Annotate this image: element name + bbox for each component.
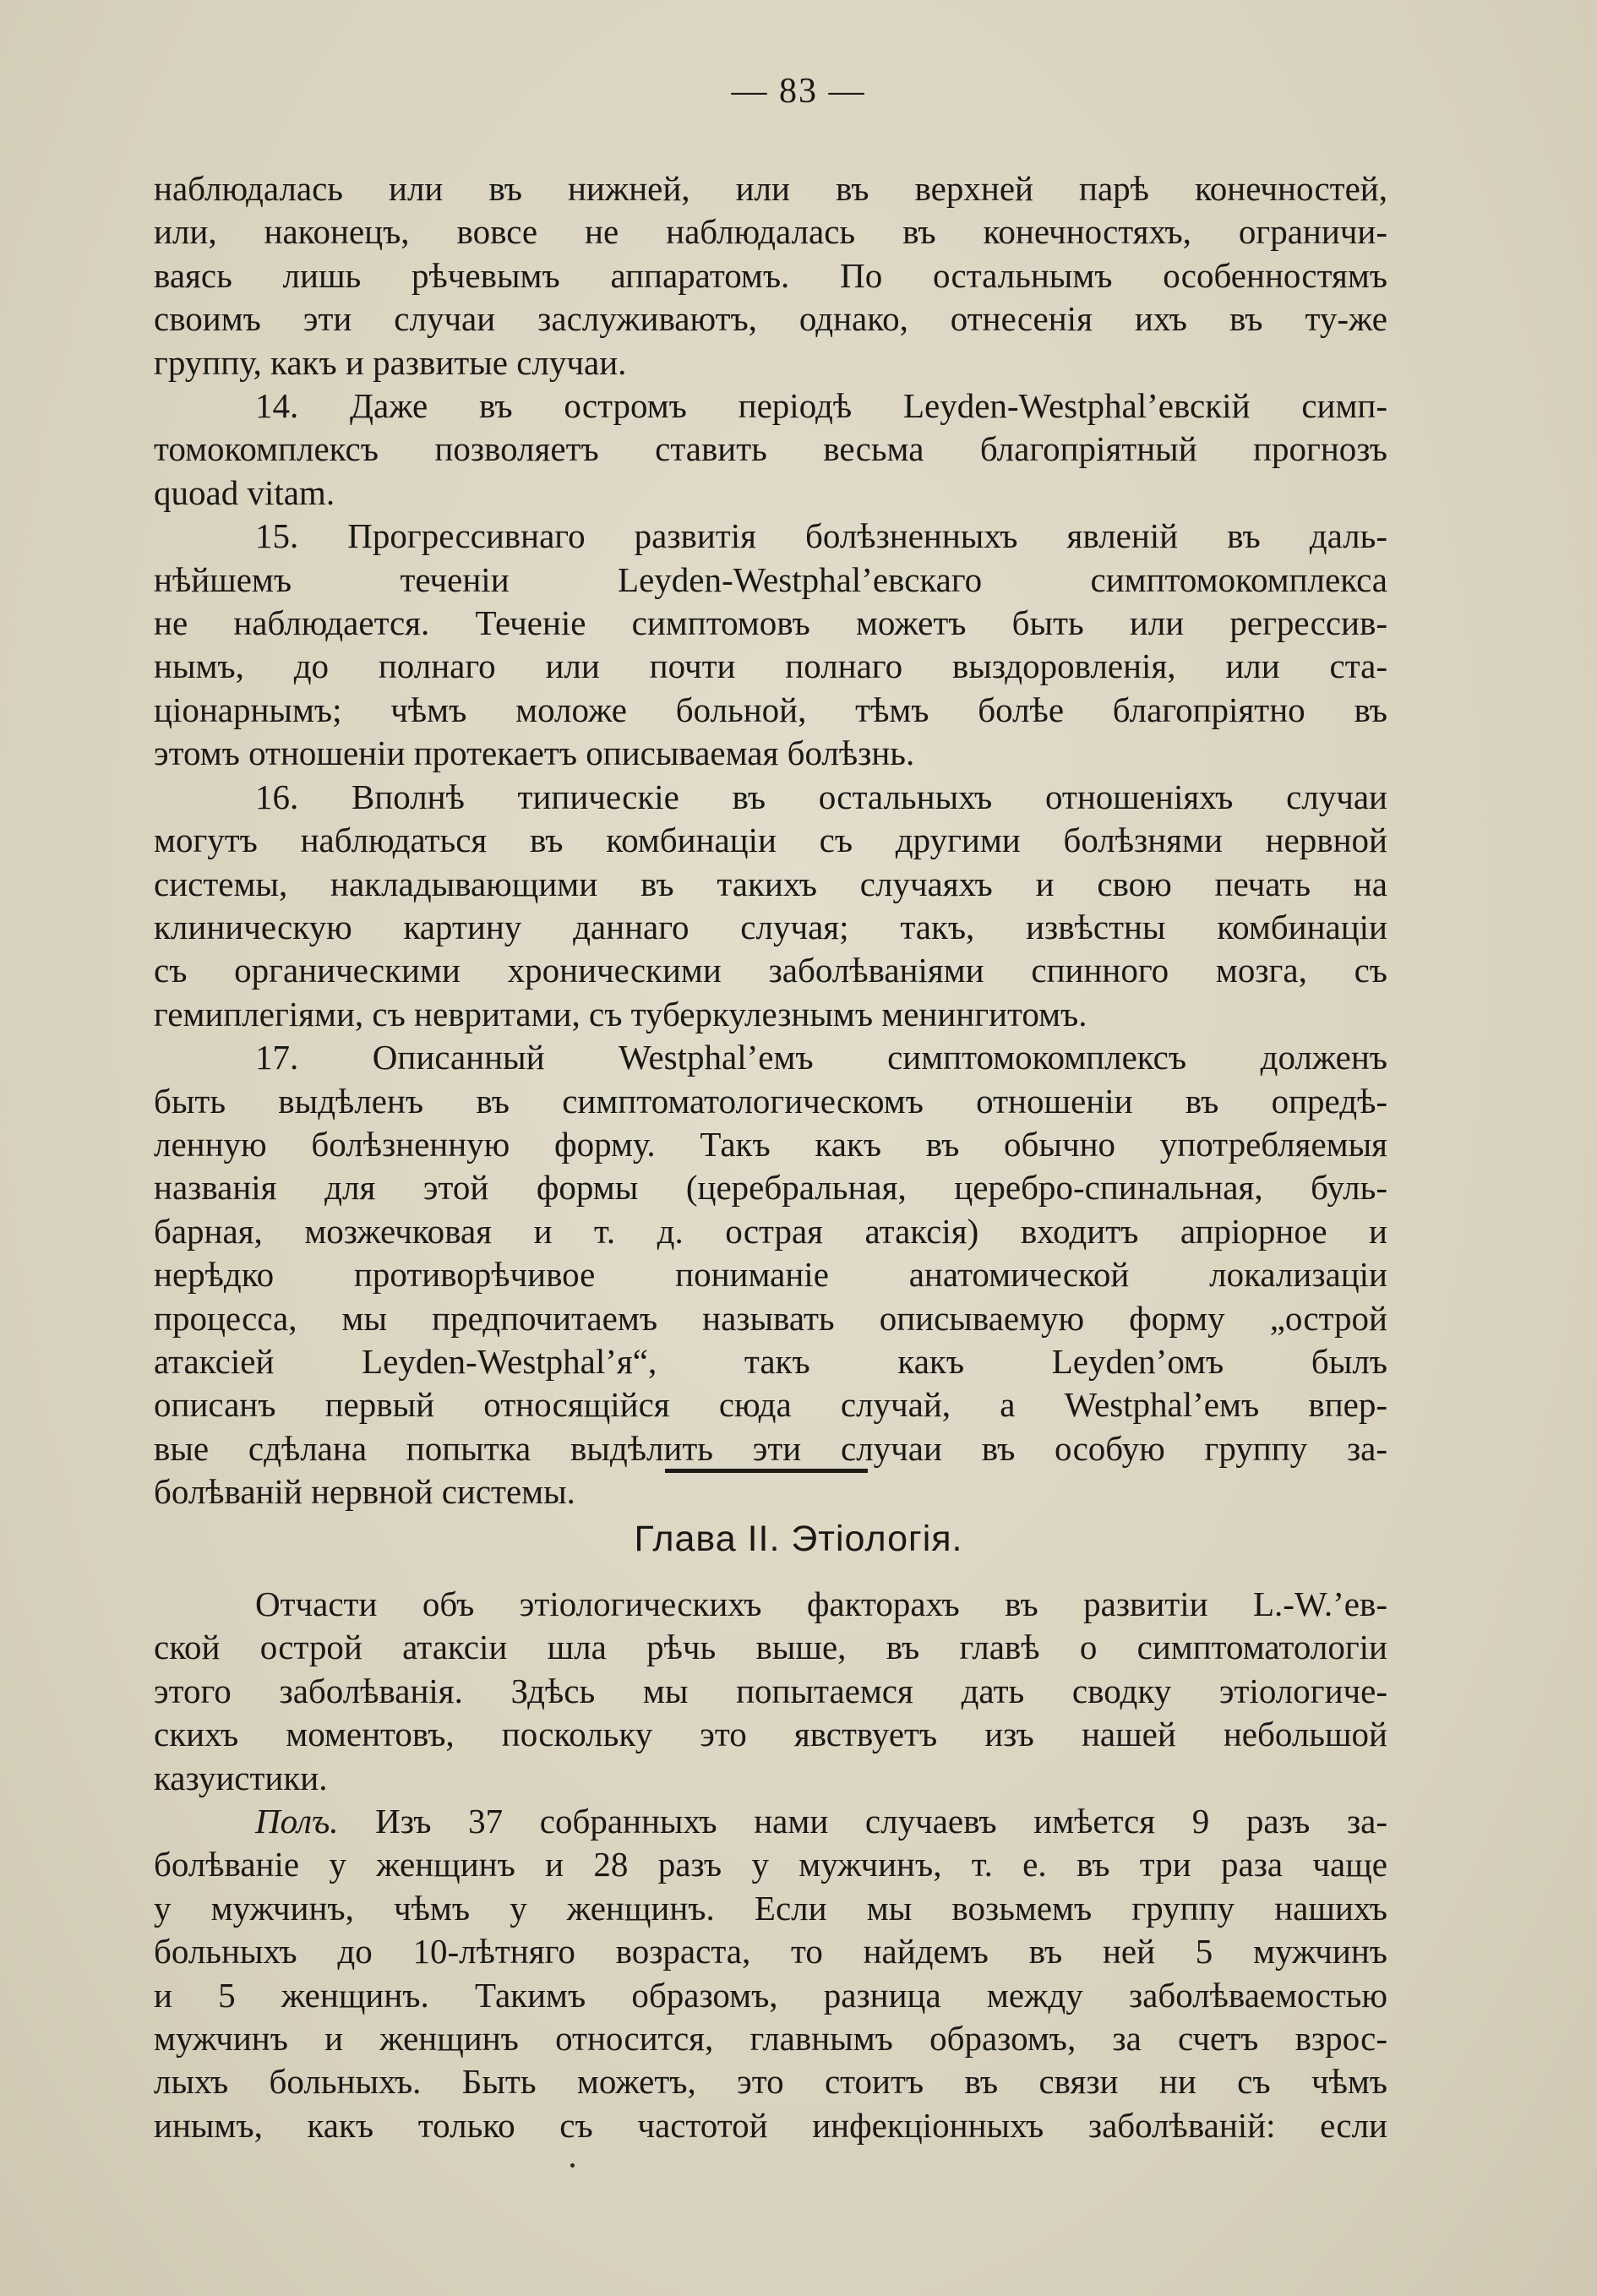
text-line <box>154 1800 1387 1843</box>
text-line: болѣваній нервной системы. <box>154 1472 575 1512</box>
text-line: ваясь лишь рѣчевымъ аппаратомъ. По остальнымъ особенностямъ <box>154 255 1387 295</box>
text-line: казуистики. <box>154 1758 328 1797</box>
text-line: этого заболѣванія. Здѣсь мы попытаемся дать сводку этіологиче- <box>154 1671 1387 1710</box>
text-line: группу, какъ и развитые случаи. <box>154 342 627 382</box>
text-line: нѣйшемъ теченіи Leyden-Westphal’евскаго симптомокомплекса <box>154 559 1387 599</box>
text-line: могутъ наблюдаться въ комбинаціи съ другими болѣзнями нервной <box>154 821 1387 860</box>
text-line: процесса, мы предпочитаемъ называть описываемую форму „острой <box>154 1298 1387 1338</box>
text-line: названія для этой формы (церебральная, церебро-спинальная, буль- <box>154 1168 1387 1208</box>
text-line: 16. Вполнѣ типическіе въ остальныхъ отношеніяхъ случаи <box>255 777 1387 816</box>
text-line: нымъ, до полнаго или почти полнаго выздоровленія, или ста- <box>154 646 1387 686</box>
text-line: съ органическими хроническими заболѣваніями спинного мозга, съ <box>154 951 1387 990</box>
page-number: — 83 — <box>731 72 866 111</box>
text-line: своимъ эти случаи заслуживаютъ, однако, отнесенія ихъ въ ту-же <box>154 299 1387 339</box>
text-line: Отчасти объ этіологическихъ факторахъ въ развитіи L.-W.’ев- <box>255 1584 1387 1623</box>
text-line: ской острой атаксіи шла рѣчь выше, въ главѣ о симптоматологіи <box>154 1628 1387 1667</box>
text-line: инымъ, какъ только съ частотой инфекціонныхъ заболѣваній: если <box>154 2105 1387 2145</box>
text-block-conclusions <box>154 167 1387 1514</box>
text-line: 15. Прогрессивнаго развитія болѣзненныхъ явленій въ даль- <box>255 516 1387 556</box>
text-line: атаксіей Leyden-Westphal’я“, такъ какъ Leyden’омъ былъ <box>154 1341 1387 1381</box>
text-line: клиническую картину даннаго случая; такъ, извѣстны комбинаціи <box>154 907 1387 946</box>
text-line: ціонарнымъ; чѣмъ моложе больной, тѣмъ болѣе благопріятно въ <box>154 690 1387 729</box>
text-line: быть выдѣленъ въ симптоматологическомъ отношеніи въ опредѣ- <box>154 1081 1387 1121</box>
text-line: или, наконецъ, вовсе не наблюдалась въ конечностяхъ, ограничи- <box>154 212 1387 252</box>
text-line: этомъ отношеніи протекаетъ описываемая болѣзнь. <box>154 734 915 773</box>
text-line: больныхъ до 10-лѣтняго возраста, то найдемъ въ ней 5 мужчинъ <box>154 1932 1387 1972</box>
text-line: скихъ моментовъ, поскольку это явствуетъ изъ нашей небольшой <box>154 1715 1387 1754</box>
text-line: у мужчинъ, чѣмъ у женщинъ. Если мы возьмемъ группу нашихъ <box>154 1888 1387 1928</box>
text-line: гемиплегіями, съ невритами, съ туберкулезнымъ менингитомъ. <box>154 994 1087 1033</box>
text-line: вые сдѣлана попытка выдѣлить эти случаи въ особую группу за- <box>154 1428 1387 1468</box>
text-line: и 5 женщинъ. Такимъ образомъ, разница между заболѣваемостью <box>154 1975 1387 2015</box>
text-line: системы, накладывающими въ такихъ случаяхъ и свою печать на <box>154 864 1387 903</box>
text-line: quoad vitam. <box>154 472 335 512</box>
text-line: наблюдалась или въ нижней, или въ верхней парѣ конечностей, <box>154 169 1387 208</box>
text-line: лыхъ больныхъ. Быть можетъ, это стоитъ въ связи ни съ чѣмъ <box>154 2062 1387 2102</box>
text-line: барная, мозжечковая и т. д. острая атаксія) входитъ апріорное и <box>154 1211 1387 1251</box>
text-line: томокомплексъ позволяетъ ставить весьма благопріятный прогнозъ <box>154 429 1387 469</box>
text-line: 14. Даже въ остромъ періодѣ Leyden-Westphal’евскій симп- <box>255 386 1387 426</box>
text-line: 17. Описанный Westphal’емъ симптомокомплексъ долженъ <box>255 1038 1387 1077</box>
text-line: нерѣдко противорѣчивое пониманіе анатомической локализаціи <box>154 1255 1387 1295</box>
text-line: мужчинъ и женщинъ относится, главнымъ образомъ, за счетъ взрос- <box>154 2019 1387 2059</box>
print-speck <box>570 2163 575 2168</box>
text-line: ленную болѣзненную форму. Такъ какъ въ обычно употребляемыя <box>154 1124 1387 1164</box>
paragraph-lead-italic: Полъ. <box>255 1802 339 1841</box>
text-line: описанъ первый относящійся сюда случай, а Westphal’емъ впер- <box>154 1385 1387 1425</box>
section-divider <box>665 1469 868 1473</box>
text-block-etiology <box>154 1583 1387 2147</box>
text-line: не наблюдается. Теченіе симптомовъ можетъ быть или регрессив- <box>154 603 1387 643</box>
text-line-rest: Изъ 37 собранныхъ нами случаевъ имѣется 9 разъ за- <box>375 1802 1387 1841</box>
text-line: болѣваніе у женщинъ и 28 разъ у мужчинъ, т. е. въ три раза чаще <box>154 1845 1387 1884</box>
chapter-title: Глава II. Этіологія. <box>634 1519 963 1559</box>
